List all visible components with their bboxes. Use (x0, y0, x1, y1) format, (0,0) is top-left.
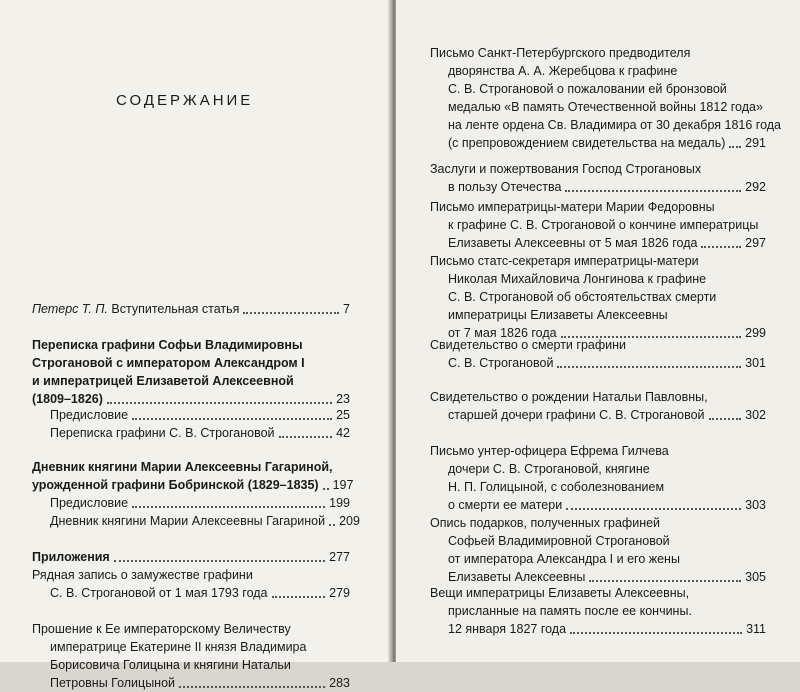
toc-entry[interactable] (32, 494, 350, 512)
toc-entry-text: к графине С. В. Строгановой о кончине императрицы (448, 218, 759, 232)
toc-entry[interactable] (430, 514, 766, 586)
right-page (396, 0, 800, 662)
toc-entry-text: 12 января 1827 года (448, 622, 567, 636)
dot-leader (179, 686, 325, 688)
toc-entry[interactable] (430, 198, 766, 252)
toc-entry-text: Софьей Владимировной Строгановой (448, 534, 670, 548)
toc-entry-text: присланные на память после ее кончины. (448, 604, 692, 618)
page-number: 297 (745, 236, 766, 250)
page-number: 302 (745, 408, 766, 422)
toc-entry-text: дочери С. В. Строгановой, княгине (448, 462, 650, 476)
dot-leader (132, 506, 325, 508)
dot-leader (565, 190, 741, 192)
toc-entry-text: (с препровождением свидетельства на медаль) (448, 136, 726, 150)
toc-entry-text: Заслуги и пожертвования Господ Строгановых (430, 162, 702, 176)
toc-entry-text: Николая Михайловича Лонгинова к графине (448, 272, 707, 286)
toc-entry-text: Вещи императрицы Елизаветы Алексеевны, (430, 586, 690, 600)
toc-entry-text: Свидетельство о рождении Натальи Павловны, (430, 390, 708, 404)
toc-entry-text: Предисловие (50, 496, 129, 510)
dot-leader (709, 418, 742, 420)
dot-leader (323, 488, 329, 490)
toc-entry-text: (1809–1826) (32, 392, 103, 406)
toc-entry-text: Елизаветы Алексеевны (448, 570, 586, 584)
toc-entry[interactable] (32, 406, 350, 424)
page-number: 292 (745, 180, 766, 194)
page-number: 305 (745, 570, 766, 584)
toc-entry[interactable] (32, 458, 354, 494)
toc-entry-text: Свидетельство о смерти графини (430, 338, 627, 352)
toc-entry-text: Прошение к Ее императорскому Величеству (32, 622, 291, 636)
toc-entry-text: Предисловие (50, 408, 129, 422)
toc-entry-text: Дневник княгини Марии Алексеевны Гагариной, (32, 460, 333, 474)
toc-entry-text: Переписка графини С. В. Строгановой (50, 426, 275, 440)
toc-entry-text: Письмо императрицы-матери Марии Федоровны (430, 200, 715, 214)
toc-entry[interactable] (430, 160, 766, 196)
toc-entry-text: Рядная запись о замужестве графини (32, 568, 253, 582)
toc-entry-text: Письмо унтер-офицера Ефрема Гилчева (430, 444, 669, 458)
dot-leader (570, 632, 742, 634)
toc-entry-text: старшей дочери графини С. В. Строгановой (448, 408, 705, 422)
dot-leader (589, 580, 741, 582)
toc-entry-text: С. В. Строгановой (448, 356, 554, 370)
page-number: 277 (329, 550, 350, 564)
toc-entry-text: от императора Александра I и его жены (448, 552, 680, 566)
toc-entry-text: Переписка графини Софьи Владимировны (32, 338, 303, 352)
toc-entry-text: Н. П. Голицыной, с соболезнованием (448, 480, 665, 494)
toc-entry[interactable] (32, 300, 350, 318)
toc-entry-text: дворянства А. А. Жеребцова к графине (448, 64, 678, 78)
toc-entry[interactable] (32, 566, 350, 602)
toc-entry-text: С. В. Строгановой о пожаловании ей бронзовой (448, 82, 727, 96)
page-number: 23 (336, 392, 350, 406)
dot-leader (329, 524, 335, 526)
toc-entry-text: на ленте ордена Св. Владимира от 30 декабря 1816 года (448, 118, 781, 132)
toc-entry-text: Письмо статс-секретаря императрицы-матери (430, 254, 699, 268)
toc-entry-text: Приложения (32, 550, 110, 564)
page-number: 7 (343, 302, 350, 316)
dot-leader (279, 436, 333, 438)
bleed-through-text (150, 18, 380, 208)
toc-entry[interactable] (430, 336, 766, 372)
toc-entry-text: медалью «В память Отечественной войны 1812 года» (448, 100, 763, 114)
toc-entry-text: Петровны Голицыной (50, 676, 176, 690)
toc-entry-text: Борисовича Голицына и княгини Натальи (50, 658, 291, 672)
page-number: 291 (745, 136, 766, 150)
toc-entry[interactable] (32, 620, 350, 692)
dot-leader (701, 246, 741, 248)
toc-entry[interactable] (32, 548, 350, 566)
dot-leader (729, 146, 741, 148)
toc-entry[interactable] (430, 44, 781, 152)
toc-entry-text: и императрицей Елизаветой Алексеевной (32, 374, 294, 388)
page-title: СОДЕРЖАНИЕ (116, 92, 254, 109)
toc-entry-text: Строгановой с императором Александром I (32, 356, 305, 370)
dot-leader (114, 560, 325, 562)
toc-entry-text: Дневник княгини Марии Алексеевны Гагариной (50, 514, 326, 528)
page-number: 311 (746, 622, 766, 636)
page-number: 283 (329, 676, 350, 690)
page-number: 279 (329, 586, 350, 600)
dot-leader (132, 418, 332, 420)
toc-entry-text: Письмо Санкт-Петербургского предводителя (430, 46, 691, 60)
page-number: 303 (745, 498, 766, 512)
toc-entry-text: императрицы Елизаветы Алексеевны (448, 308, 668, 322)
page-number: 199 (329, 496, 350, 510)
toc-entry-text: Петерс Т. П. Вступительная статья (32, 302, 240, 316)
toc-entry-text: С. В. Строгановой об обстоятельствах смерти (448, 290, 717, 304)
page-number: 42 (336, 426, 350, 440)
toc-entry-text: Елизаветы Алексеевны от 5 мая 1826 года (448, 236, 698, 250)
dot-leader (272, 596, 326, 598)
toc-entry[interactable] (32, 424, 350, 442)
toc-entry-text: урожденной графини Бобринской (1829–1835) (32, 478, 319, 492)
toc-entry[interactable] (430, 442, 766, 514)
page-number: 197 (332, 478, 354, 492)
dot-leader (107, 402, 332, 404)
page-number: 25 (336, 408, 350, 422)
page-number: 209 (339, 514, 360, 528)
toc-entry[interactable] (32, 512, 360, 530)
dot-leader (566, 508, 741, 510)
dot-leader (557, 366, 741, 368)
dot-leader (243, 312, 339, 314)
toc-entry-text: Опись подарков, полученных графиней (430, 516, 661, 530)
toc-entry[interactable] (32, 336, 350, 408)
toc-entry-text: от 7 мая 1826 года (448, 326, 557, 340)
toc-entry-text: о смерти ее матери (448, 498, 563, 512)
toc-entry[interactable] (430, 388, 766, 424)
page-number: 301 (745, 356, 766, 370)
toc-entry[interactable] (430, 584, 766, 638)
toc-entry-text: императрице Екатерине II князя Владимира (50, 640, 307, 654)
toc-entry[interactable] (430, 252, 766, 342)
left-page (0, 0, 392, 690)
toc-entry-text: в пользу Отечества (448, 180, 562, 194)
toc-entry-text: С. В. Строгановой от 1 мая 1793 года (50, 586, 268, 600)
page-number: 299 (745, 326, 766, 340)
